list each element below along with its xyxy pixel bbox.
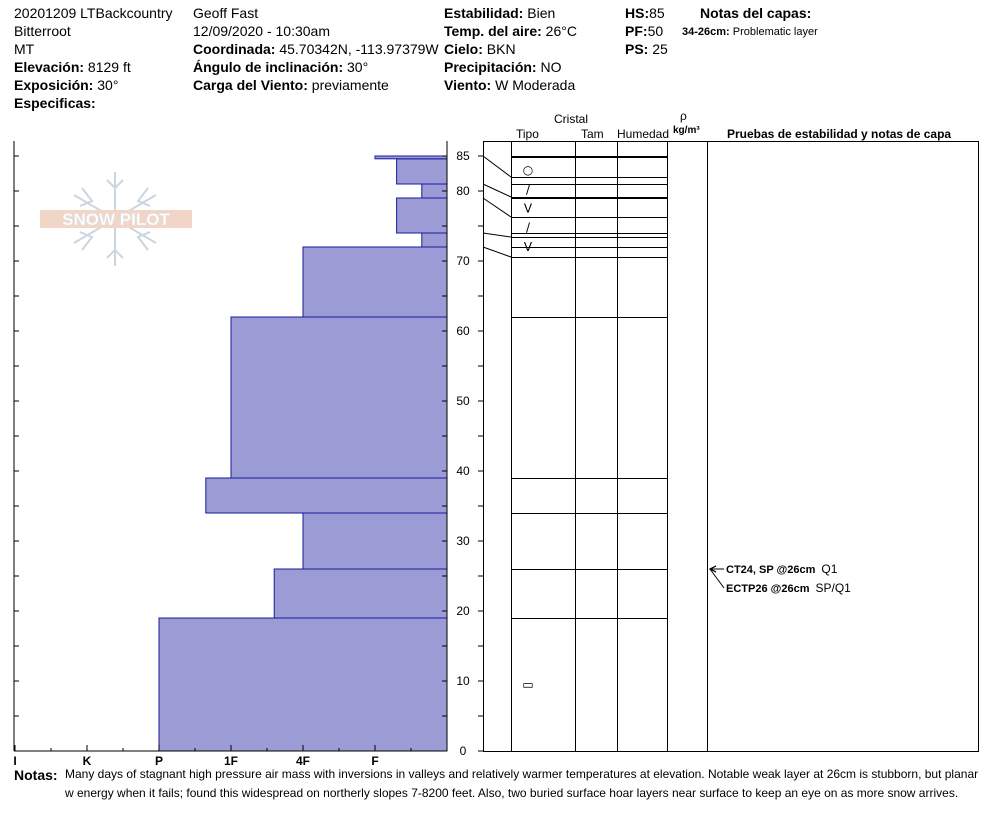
snowpilot-logo xyxy=(40,172,192,266)
density-unit-header: kg/m³ xyxy=(673,125,700,136)
observer-name: Geoff Fast xyxy=(193,5,259,21)
depth-tick-label: 0 xyxy=(459,744,467,758)
notes-line-2: w energy when it fails; found this widespread on northerly slopes 7-8200 feet. Also, two buried surface hoar layers near surface to keep an eye on as more snow arrives. xyxy=(65,786,959,800)
airtemp-value: 26°C xyxy=(545,23,577,39)
crystal-precipitation-particles-icon: ○ xyxy=(522,163,534,177)
pit-area: Bitterroot xyxy=(14,23,71,39)
moisture-header: Humedad xyxy=(617,127,670,141)
ps-label: PS: xyxy=(625,41,649,57)
wind-load-value: previamente xyxy=(311,77,389,93)
sky-label: Cielo: xyxy=(444,41,483,57)
hardness-bar-1 xyxy=(274,569,447,618)
stability-label: Estabilidad: xyxy=(444,5,524,21)
airtemp-label: Temp. del aire: xyxy=(444,23,542,39)
pf-value: 50 xyxy=(647,23,664,39)
hardness-tick-label: 4F xyxy=(295,754,311,768)
depth-tick-label: 40 xyxy=(456,464,470,478)
stability-test-code: CT24, SP @26cm xyxy=(726,564,816,576)
crystal-decomposing-fragments-icon: / xyxy=(525,220,531,235)
aspect-label: Exposición: xyxy=(14,77,94,93)
crystal-decomposing-fragments-icon: / xyxy=(525,182,531,197)
stability-test-quality: SP/Q1 xyxy=(815,581,851,595)
depth-tick-label: 20 xyxy=(456,604,470,618)
wind-load-label: Carga del Viento: xyxy=(193,77,308,93)
depth-tick-label: 10 xyxy=(456,674,470,688)
hardness-bar-2 xyxy=(303,513,447,569)
stability-value: Bien xyxy=(527,5,556,21)
hardness-tick-label: I xyxy=(13,754,17,768)
hardness-bar-5 xyxy=(303,247,447,317)
coordinate-label: Coordinada: xyxy=(193,41,276,57)
hardness-bar-9 xyxy=(397,159,447,184)
pf-label: PF: xyxy=(625,23,648,39)
layer-note-range: 34-26cm: xyxy=(682,26,730,38)
hardness-bar-7 xyxy=(397,198,447,233)
crystal-surface-hoar-icon: V xyxy=(523,201,533,216)
hardness-bars xyxy=(159,156,447,751)
wind-value: W Moderada xyxy=(495,77,576,93)
rho-header: ρ xyxy=(680,109,687,123)
size-header: Tam xyxy=(581,127,604,141)
stability-tests-header: Pruebas de estabilidad y notas de capa xyxy=(727,127,952,141)
observation-datetime: 12/09/2020 - 10:30am xyxy=(193,23,330,39)
depth-tick-label: 70 xyxy=(456,254,470,268)
hardness-bar-3 xyxy=(206,478,447,513)
stability-test-code: ECTP26 @26cm xyxy=(726,583,810,595)
wind-label: Viento: xyxy=(444,77,492,93)
depth-tick-label: 30 xyxy=(456,534,470,548)
type-header: Tipo xyxy=(516,127,539,141)
sky-value: BKN xyxy=(486,41,516,57)
stability-test-annotations xyxy=(710,562,851,595)
ps-value: 25 xyxy=(652,41,668,57)
elevation-value: 8129 ft xyxy=(87,59,131,75)
hardness-tick-label: P xyxy=(154,754,164,768)
layer-notes-label: Notas del capas: xyxy=(700,5,812,21)
notes-label: Notas: xyxy=(14,767,58,783)
pit-title: 20201209 LTBackcountry xyxy=(14,5,173,21)
hardness-tick-label: F xyxy=(371,754,379,768)
crystal-header: Cristal xyxy=(554,112,589,126)
layer-connector xyxy=(483,184,511,197)
crystal-surface-hoar-icon: V xyxy=(523,240,533,254)
hardness-bar-0 xyxy=(159,618,447,751)
depth-tick-label: 85 xyxy=(456,149,470,163)
layer-note-text: Problematic layer xyxy=(732,26,818,38)
layer-connector xyxy=(483,156,511,177)
stability-test-quality: Q1 xyxy=(821,562,838,576)
aspect-value: 30° xyxy=(97,77,119,93)
hardness-bar-10 xyxy=(375,156,447,159)
precip-value: NO xyxy=(540,59,562,75)
stability-test-label xyxy=(726,562,838,576)
logo-text: SNOW PILOT xyxy=(62,210,170,229)
incline-value: 30° xyxy=(347,59,369,75)
crystal-symbols xyxy=(522,163,533,692)
pit-state: MT xyxy=(14,41,35,57)
hardness-bar-4 xyxy=(231,317,447,478)
specifics-label: Especificas: xyxy=(14,95,96,111)
crystal-melt-freeze-crust-icon: ▭ xyxy=(522,677,534,692)
stability-test-label xyxy=(726,581,851,595)
coordinate-value: 45.70342N, -113.97379W xyxy=(279,41,439,57)
test-pointer xyxy=(710,569,724,588)
depth-tick-label: 60 xyxy=(456,324,470,338)
layer-connector xyxy=(483,233,511,237)
hs-value: 85 xyxy=(649,5,665,21)
hardness-bar-6 xyxy=(422,233,447,247)
depth-tick-label: 80 xyxy=(456,184,470,198)
precip-label: Precipitación: xyxy=(444,59,537,75)
layer-connector xyxy=(483,247,511,257)
hardness-tick-label: 1F xyxy=(223,754,239,768)
incline-label: Ángulo de inclinación: xyxy=(193,59,344,75)
notes-line-1: Many days of stagnant high pressure air mass with inversions in valleys and relatively warmer temperatures at elevation. Notable weak layer at 26cm is stubborn, but planar xyxy=(65,767,979,781)
layer-connector xyxy=(483,198,511,217)
elevation-label: Elevación: xyxy=(14,59,85,75)
hardness-tick-label: K xyxy=(82,754,92,768)
hs-label: HS: xyxy=(625,5,650,21)
depth-tick-label: 50 xyxy=(456,394,470,408)
